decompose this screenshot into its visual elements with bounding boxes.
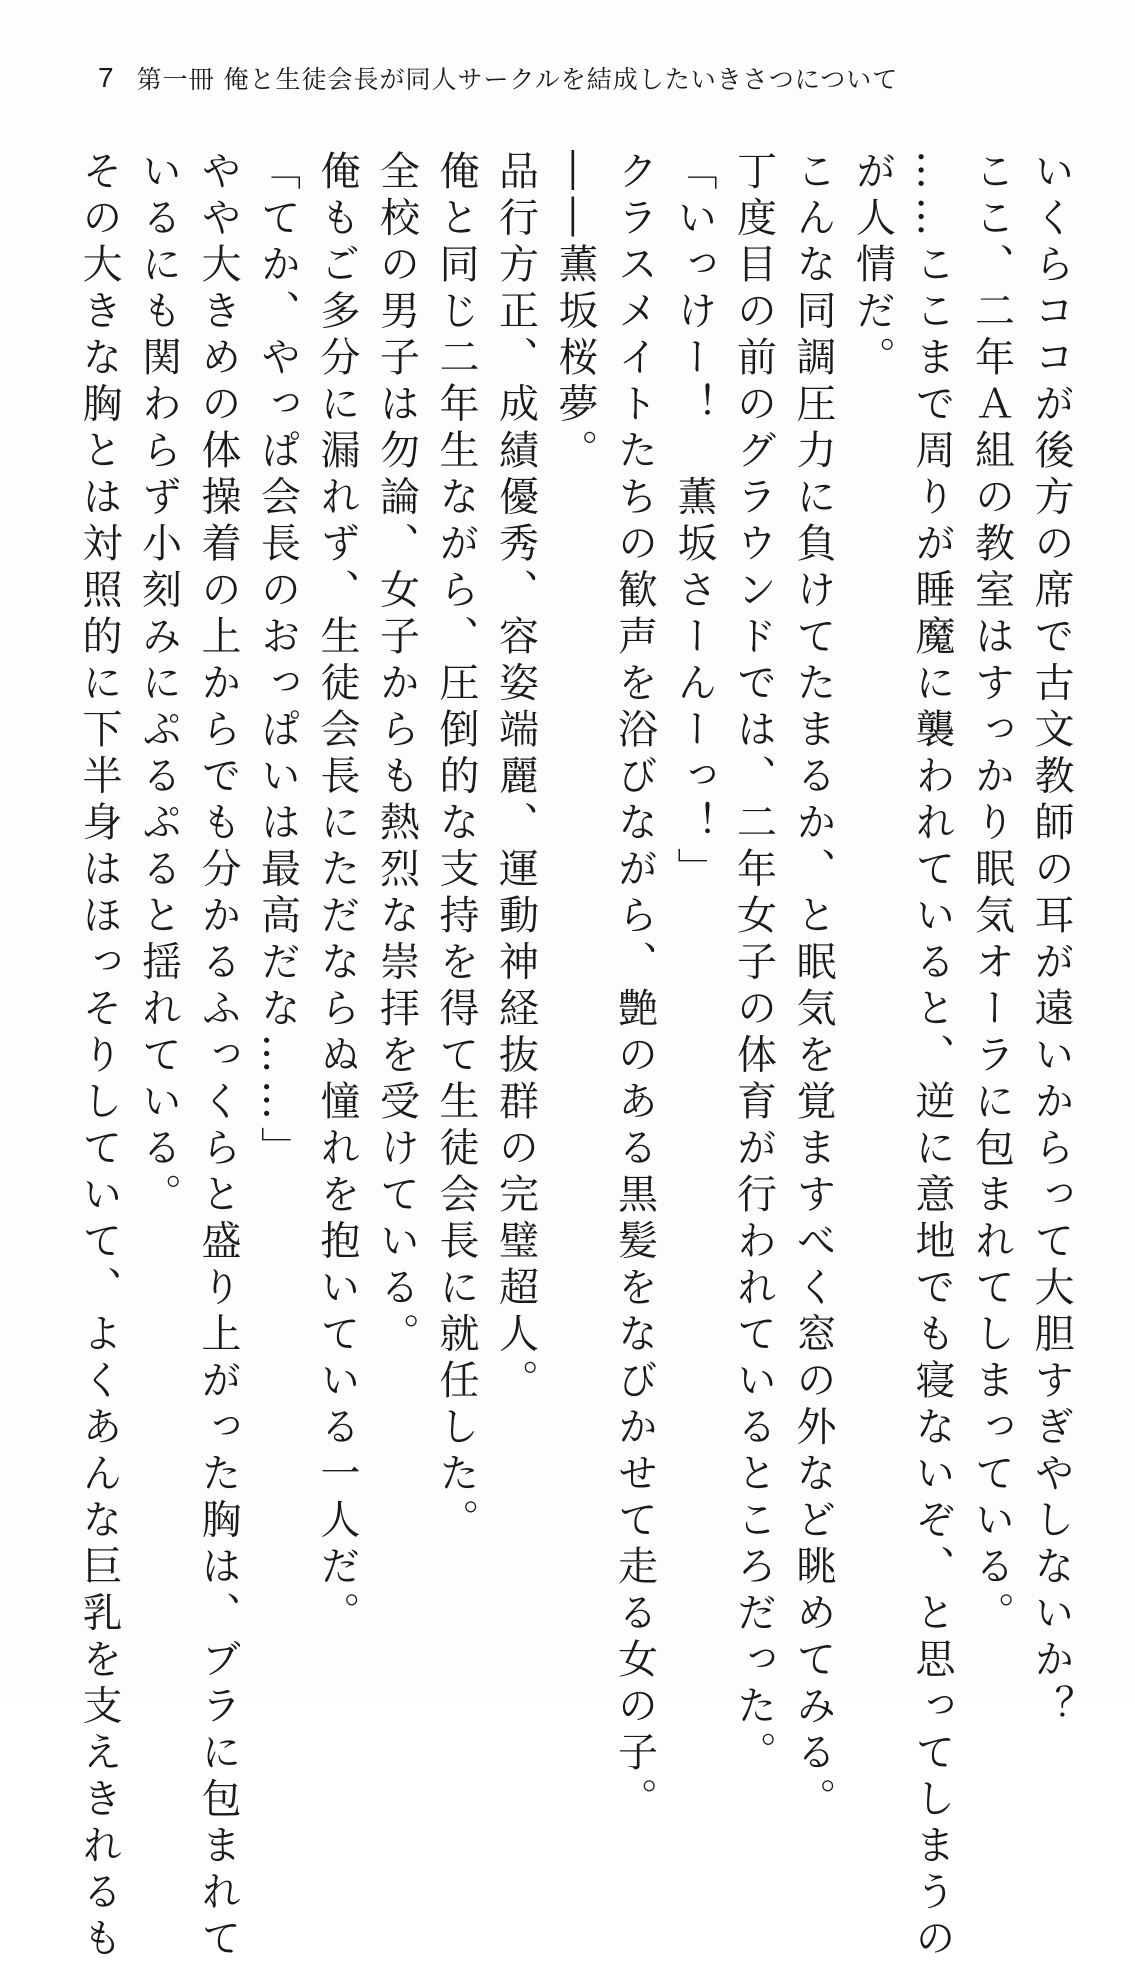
text-line: ――薫坂桜夢。 — [552, 150, 598, 476]
text-line: 丁度目の前のグラウンドでは、二年女子の体育が行われているところだった。 — [730, 150, 777, 1778]
text-line: 俺と同じ二年生ながら、圧倒的な支持を得て生徒会長に就任した。 — [433, 150, 479, 1545]
text-line: 俺もご多分に漏れず、生徒会長にただならぬ憧れを抱いている一人だ。 — [314, 150, 360, 1638]
running-header — [98, 58, 898, 98]
vertical-body-text — [76, 150, 1080, 1964]
text-line: やや大きめの体操着の上からでも分かるふっくらと盛り上がった胸は、ブラに包まれて — [195, 150, 241, 1964]
text-line: 品行方正、成績優秀、容姿端麗、運動神経抜群の完璧超人。 — [492, 150, 539, 1406]
text-line: が人情だ。 — [849, 150, 896, 383]
text-line: クラスメイトたちの歓声を浴びながら、艶のある黒髪をなびかせて走る女の子。 — [611, 150, 658, 1824]
text-line: ……ここまで周りが睡魔に襲われていると、逆に意地でも寝ないぞ、と思ってしまうの — [909, 150, 955, 1964]
text-line: こんな同調圧力に負けてたまるか、と眠気を覚ますべく窓の外など眺めてみる。 — [790, 150, 836, 1824]
text-line: その大きな胸とは対照的に下半身はほっそりしていて、よくあんな巨乳を支えきれるも — [76, 150, 122, 1964]
page-number: 7 — [98, 62, 115, 93]
text-line: いるにも関わらず小刻みにぷるぷると揺れている。 — [135, 150, 182, 1220]
text-line: 全校の男子は勿論、女子からも熱烈な崇拝を受けている。 — [373, 150, 420, 1359]
text-line: ここ、二年Ａ組の教室はすっかり眠気オーラに包まれてしまっている。 — [968, 150, 1015, 1638]
chapter-title: 第一冊 俺と生徒会長が同人サークルを結成したいきさつについて — [136, 65, 899, 94]
text-line: いくらココが後方の席で古文教師の耳が遠いからって大胆すぎやしないか？ — [1028, 150, 1074, 1731]
text-line: 「てか、やっぱ会長のおっぱいは最高だな……」 — [254, 150, 301, 1173]
text-line: 「いっけー！ 薫坂さーんーっ！」 — [671, 150, 717, 894]
